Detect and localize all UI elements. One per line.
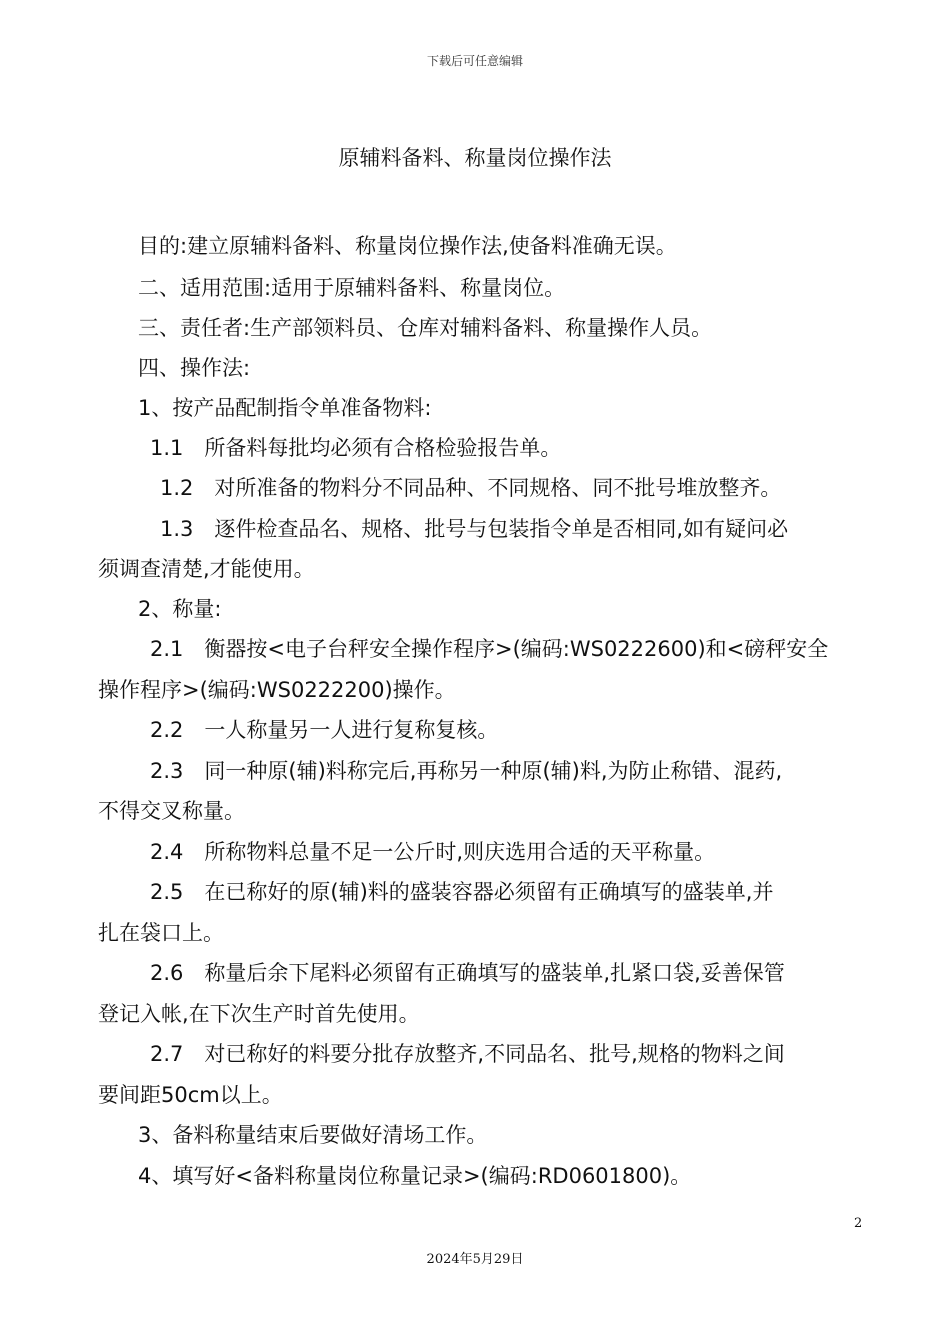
body-line-step-2-4: 2.4 所称物料总量不足一公斤时,则庆选用合适的天平称量。 bbox=[150, 840, 716, 864]
body-line-step-2-7-cont: 要间距50cm以上。 bbox=[98, 1083, 283, 1107]
body-line-step-2-5-cont: 扎在袋口上。 bbox=[98, 921, 224, 945]
body-line-step-1: 1、按产品配制指令单准备物料: bbox=[138, 396, 432, 420]
body-line-step-1-1: 1.1 所备料每批均必须有合格检验报告单。 bbox=[150, 436, 562, 460]
body-line-step-2-5: 2.5 在已称好的原(辅)料的盛装容器必须留有正确填写的盛装单,并 bbox=[150, 880, 774, 904]
body-line-step-2-6: 2.6 称量后余下尾料必须留有正确填写的盛装单,扎紧口袋,妥善保管 bbox=[150, 961, 785, 985]
footer-date: 2024年5月29日 bbox=[426, 1252, 524, 1267]
body-line-step-4: 4、填写好<备料称量岗位称量记录>(编码:RD0601800)。 bbox=[138, 1164, 692, 1188]
body-line-step-2-2: 2.2 一人称量另一人进行复称复核。 bbox=[150, 718, 499, 742]
body-line-step-2-6-cont: 登记入帐,在下次生产时首先使用。 bbox=[98, 1002, 420, 1026]
body-line-step-2-1: 2.1 衡器按<电子台秤安全操作程序>(编码:WS0222600)和<磅秤安全 bbox=[150, 637, 829, 661]
body-line-step-1-3-cont: 须调查清楚,才能使用。 bbox=[98, 557, 315, 581]
body-line-scope: 二、适用范围:适用于原辅料备料、称量岗位。 bbox=[138, 276, 566, 300]
body-line-procedure-heading: 四、操作法: bbox=[138, 356, 251, 380]
body-line-step-2-3-cont: 不得交叉称量。 bbox=[98, 799, 245, 823]
page-header-note: 下载后可任意编辑 bbox=[426, 54, 523, 68]
body-line-step-2-1-cont: 操作程序>(编码:WS0222200)操作。 bbox=[98, 678, 456, 702]
body-line-step-1-2: 1.2 对所准备的物料分不同品种、不同规格、同不批号堆放整齐。 bbox=[160, 476, 782, 500]
document-title: 原辅料备料、称量岗位操作法 bbox=[338, 146, 612, 170]
body-line-purpose: 目的:建立原辅料备料、称量岗位操作法,使备料准确无误。 bbox=[138, 234, 677, 258]
body-line-step-2: 2、称量: bbox=[138, 597, 222, 621]
body-line-step-1-3: 1.3 逐件检查品名、规格、批号与包装指令单是否相同,如有疑问必 bbox=[160, 517, 789, 541]
body-line-step-2-7: 2.7 对已称好的料要分批存放整齐,不同品名、批号,规格的物料之间 bbox=[150, 1042, 785, 1066]
body-line-responsible: 三、责任者:生产部领料员、仓库对辅料备料、称量操作人员。 bbox=[138, 316, 713, 340]
page-number: 2 bbox=[854, 1216, 863, 1231]
body-line-step-3: 3、备料称量结束后要做好清场工作。 bbox=[138, 1123, 488, 1147]
body-line-step-2-3: 2.3 同一种原(辅)料称完后,再称另一种原(辅)料,为防止称错、混药, bbox=[150, 759, 783, 783]
